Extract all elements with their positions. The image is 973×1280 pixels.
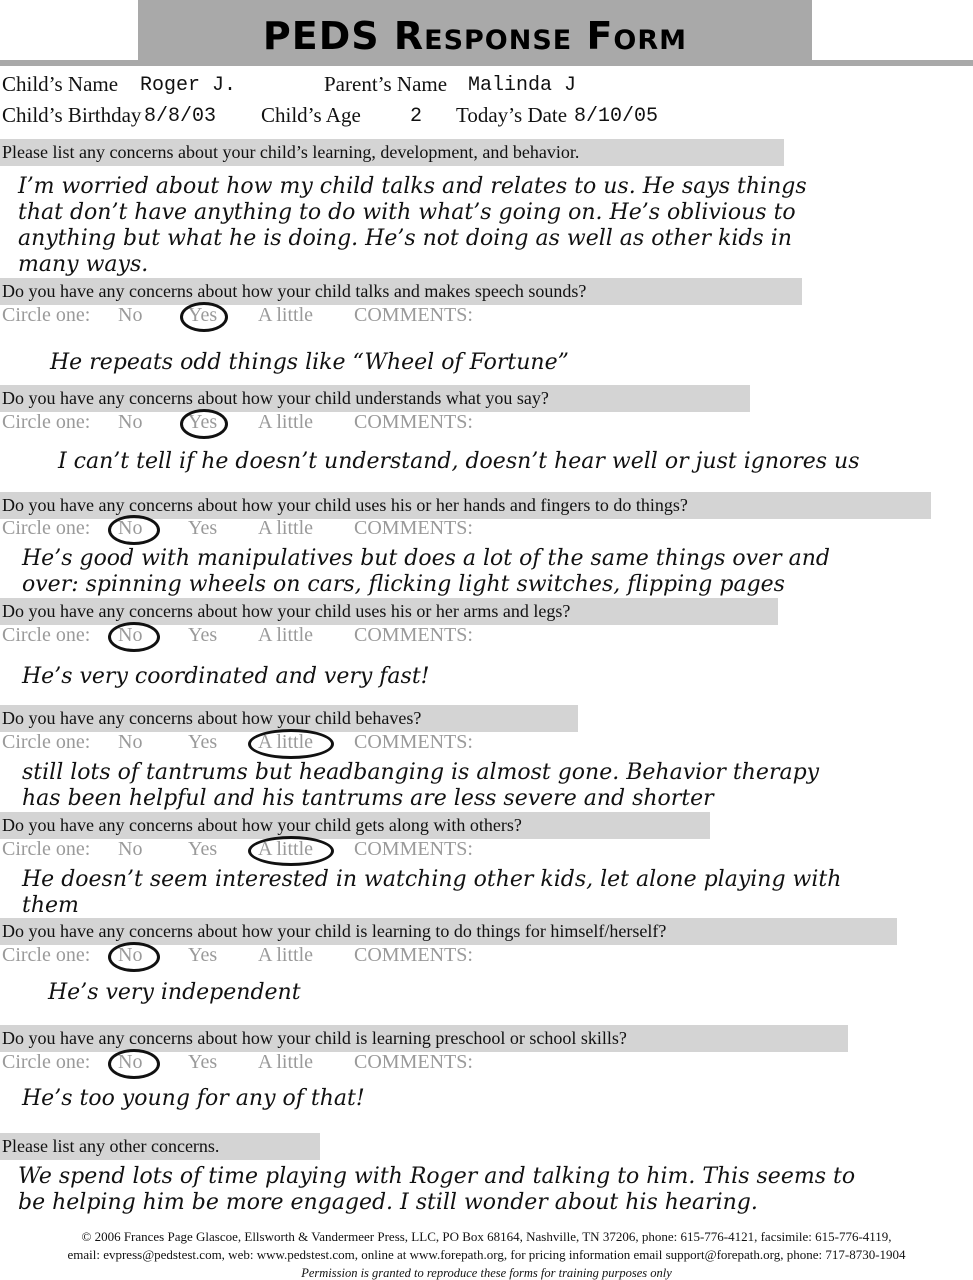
answer-2: I can’t tell if he doesn’t understand, doesn’t hear well or just ignores us: [58, 449, 860, 474]
parent-name-label: Parent’s Name: [324, 72, 448, 96]
footer-contact: email: evpress@pedstest.com, web: www.pedstest.com, online at www.forepath.org, for pricing information email support@forepath.org, phone: 717-8730-1904: [67, 1247, 906, 1262]
selection-circle: [108, 942, 160, 972]
answer-3: He’s good with manipulatives but does a lot of the same things over and over: spinning wheels on cars, flicking light switches, flipping pages: [22, 546, 830, 597]
other-answer: We spend lots of time playing with Roger and talking to him. This seems to be helping him be more engaged. I still wonder about his hearing.: [18, 1164, 856, 1215]
header-row-names: [2, 72, 577, 97]
footer-copyright: © 2006 Frances Page Glascoe, Ellsworth & Vandermeer Press, LLC, PO Box 68164, Nashville, TN 37206, phone: 615-776-4121, facsimile: 615-776-4119,: [81, 1229, 892, 1244]
question-7: Do you have any concerns about how your child is learning to do things for himself/herself?: [0, 918, 897, 945]
child-name-value: Roger J.: [140, 74, 237, 97]
question-6: Do you have any concerns about how your child gets along with others?: [0, 812, 710, 839]
selection-circle: [180, 409, 228, 439]
answer-1: He repeats odd things like “Wheel of Fortune”: [50, 350, 569, 375]
date-value: 8/10/05: [574, 105, 659, 128]
option-a-little[interactable]: A little: [258, 304, 313, 326]
option-no[interactable]: No: [118, 838, 143, 860]
answer-6: He doesn’t seem interested in watching other kids, let alone playing with them: [22, 867, 842, 918]
birthday-label: Child’s Birthday: [2, 103, 142, 127]
option-a-little[interactable]: A little: [258, 838, 313, 860]
option-yes[interactable]: Yes: [188, 411, 218, 433]
question-8: Do you have any concerns about how your child is learning preschool or school skills?: [0, 1025, 848, 1052]
answer-8: He’s too young for any of that!: [22, 1086, 365, 1111]
selection-circle: [108, 515, 160, 545]
comments-label: COMMENTS:: [354, 517, 473, 539]
circle-one-label: Circle one:: [2, 944, 91, 966]
parent-name-value: Malinda J: [468, 74, 577, 97]
comments-label: COMMENTS:: [354, 944, 473, 966]
circle-one-label: Circle one:: [2, 1051, 91, 1073]
comments-label: COMMENTS:: [354, 304, 473, 326]
option-yes[interactable]: Yes: [188, 944, 218, 966]
option-yes[interactable]: Yes: [188, 304, 218, 326]
general-answer: I’m worried about how my child talks and relates to us. He says things that don’t have anything to do with what’s going on. He’s oblivious to anything but what he is doing. He’s not doing as well as other kids in many ways.: [18, 174, 807, 277]
question-3: Do you have any concerns about how your child uses his or her hands and fingers to do things?: [0, 492, 931, 519]
option-no[interactable]: No: [118, 944, 143, 966]
option-a-little[interactable]: A little: [258, 731, 313, 753]
circle-one-label: Circle one:: [2, 304, 91, 326]
option-no[interactable]: No: [118, 624, 143, 646]
option-no[interactable]: No: [118, 517, 143, 539]
selection-circle: [108, 622, 160, 652]
option-a-little[interactable]: A little: [258, 1051, 313, 1073]
selection-circle: [180, 302, 228, 332]
option-no[interactable]: No: [118, 731, 143, 753]
option-yes[interactable]: Yes: [188, 1051, 218, 1073]
option-no[interactable]: No: [118, 1051, 143, 1073]
footer-permission: Permission is granted to reproduce these forms for training purposes only: [301, 1266, 672, 1280]
circle-one-label: Circle one:: [2, 624, 91, 646]
circle-one-label: Circle one:: [2, 517, 91, 539]
question-1: Do you have any concerns about how your child talks and makes speech sounds?: [0, 278, 802, 305]
circle-one-label: Circle one:: [2, 838, 91, 860]
question-2: Do you have any concerns about how your child understands what you say?: [0, 385, 750, 412]
age-label: Child’s Age: [261, 103, 361, 127]
selection-circle: [108, 1049, 160, 1079]
birthday-value: 8/8/03: [144, 105, 217, 128]
child-name-label: Child’s Name: [2, 72, 119, 96]
form-title-bar: [138, 0, 812, 66]
option-no[interactable]: No: [118, 411, 143, 433]
option-a-little[interactable]: A little: [258, 944, 313, 966]
title-rule: [0, 60, 973, 66]
form-title: PEDS Response Form: [262, 14, 688, 58]
comments-label: COMMENTS:: [354, 1051, 473, 1073]
answer-7: He’s very independent: [48, 980, 301, 1005]
comments-label: COMMENTS:: [354, 624, 473, 646]
option-yes[interactable]: Yes: [188, 624, 218, 646]
comments-label: COMMENTS:: [354, 411, 473, 433]
other-question: Please list any other concerns.: [0, 1133, 320, 1160]
option-a-little[interactable]: A little: [258, 624, 313, 646]
age-value: 2: [410, 105, 423, 128]
footer: [0, 1228, 973, 1280]
option-no[interactable]: No: [118, 304, 143, 326]
option-yes[interactable]: Yes: [188, 517, 218, 539]
selection-circle: [248, 729, 334, 759]
option-a-little[interactable]: A little: [258, 411, 313, 433]
general-question: Please list any concerns about your child’s learning, development, and behavior.: [0, 139, 784, 166]
selection-circle: [248, 836, 334, 866]
circle-one-label: Circle one:: [2, 411, 91, 433]
question-5: Do you have any concerns about how your child behaves?: [0, 705, 578, 732]
option-yes[interactable]: Yes: [188, 731, 218, 753]
date-label: Today’s Date: [456, 103, 568, 127]
comments-label: COMMENTS:: [354, 838, 473, 860]
circle-one-label: Circle one:: [2, 731, 91, 753]
option-a-little[interactable]: A little: [258, 517, 313, 539]
answer-4: He’s very coordinated and very fast!: [22, 664, 430, 689]
option-yes[interactable]: Yes: [188, 838, 218, 860]
comments-label: COMMENTS:: [354, 731, 473, 753]
answer-5: still lots of tantrums but headbanging is almost gone. Behavior therapy has been helpful and his tantrums are less severe and shorter: [22, 760, 820, 811]
header-row-dates: [2, 103, 659, 128]
question-4: Do you have any concerns about how your child uses his or her arms and legs?: [0, 598, 778, 625]
